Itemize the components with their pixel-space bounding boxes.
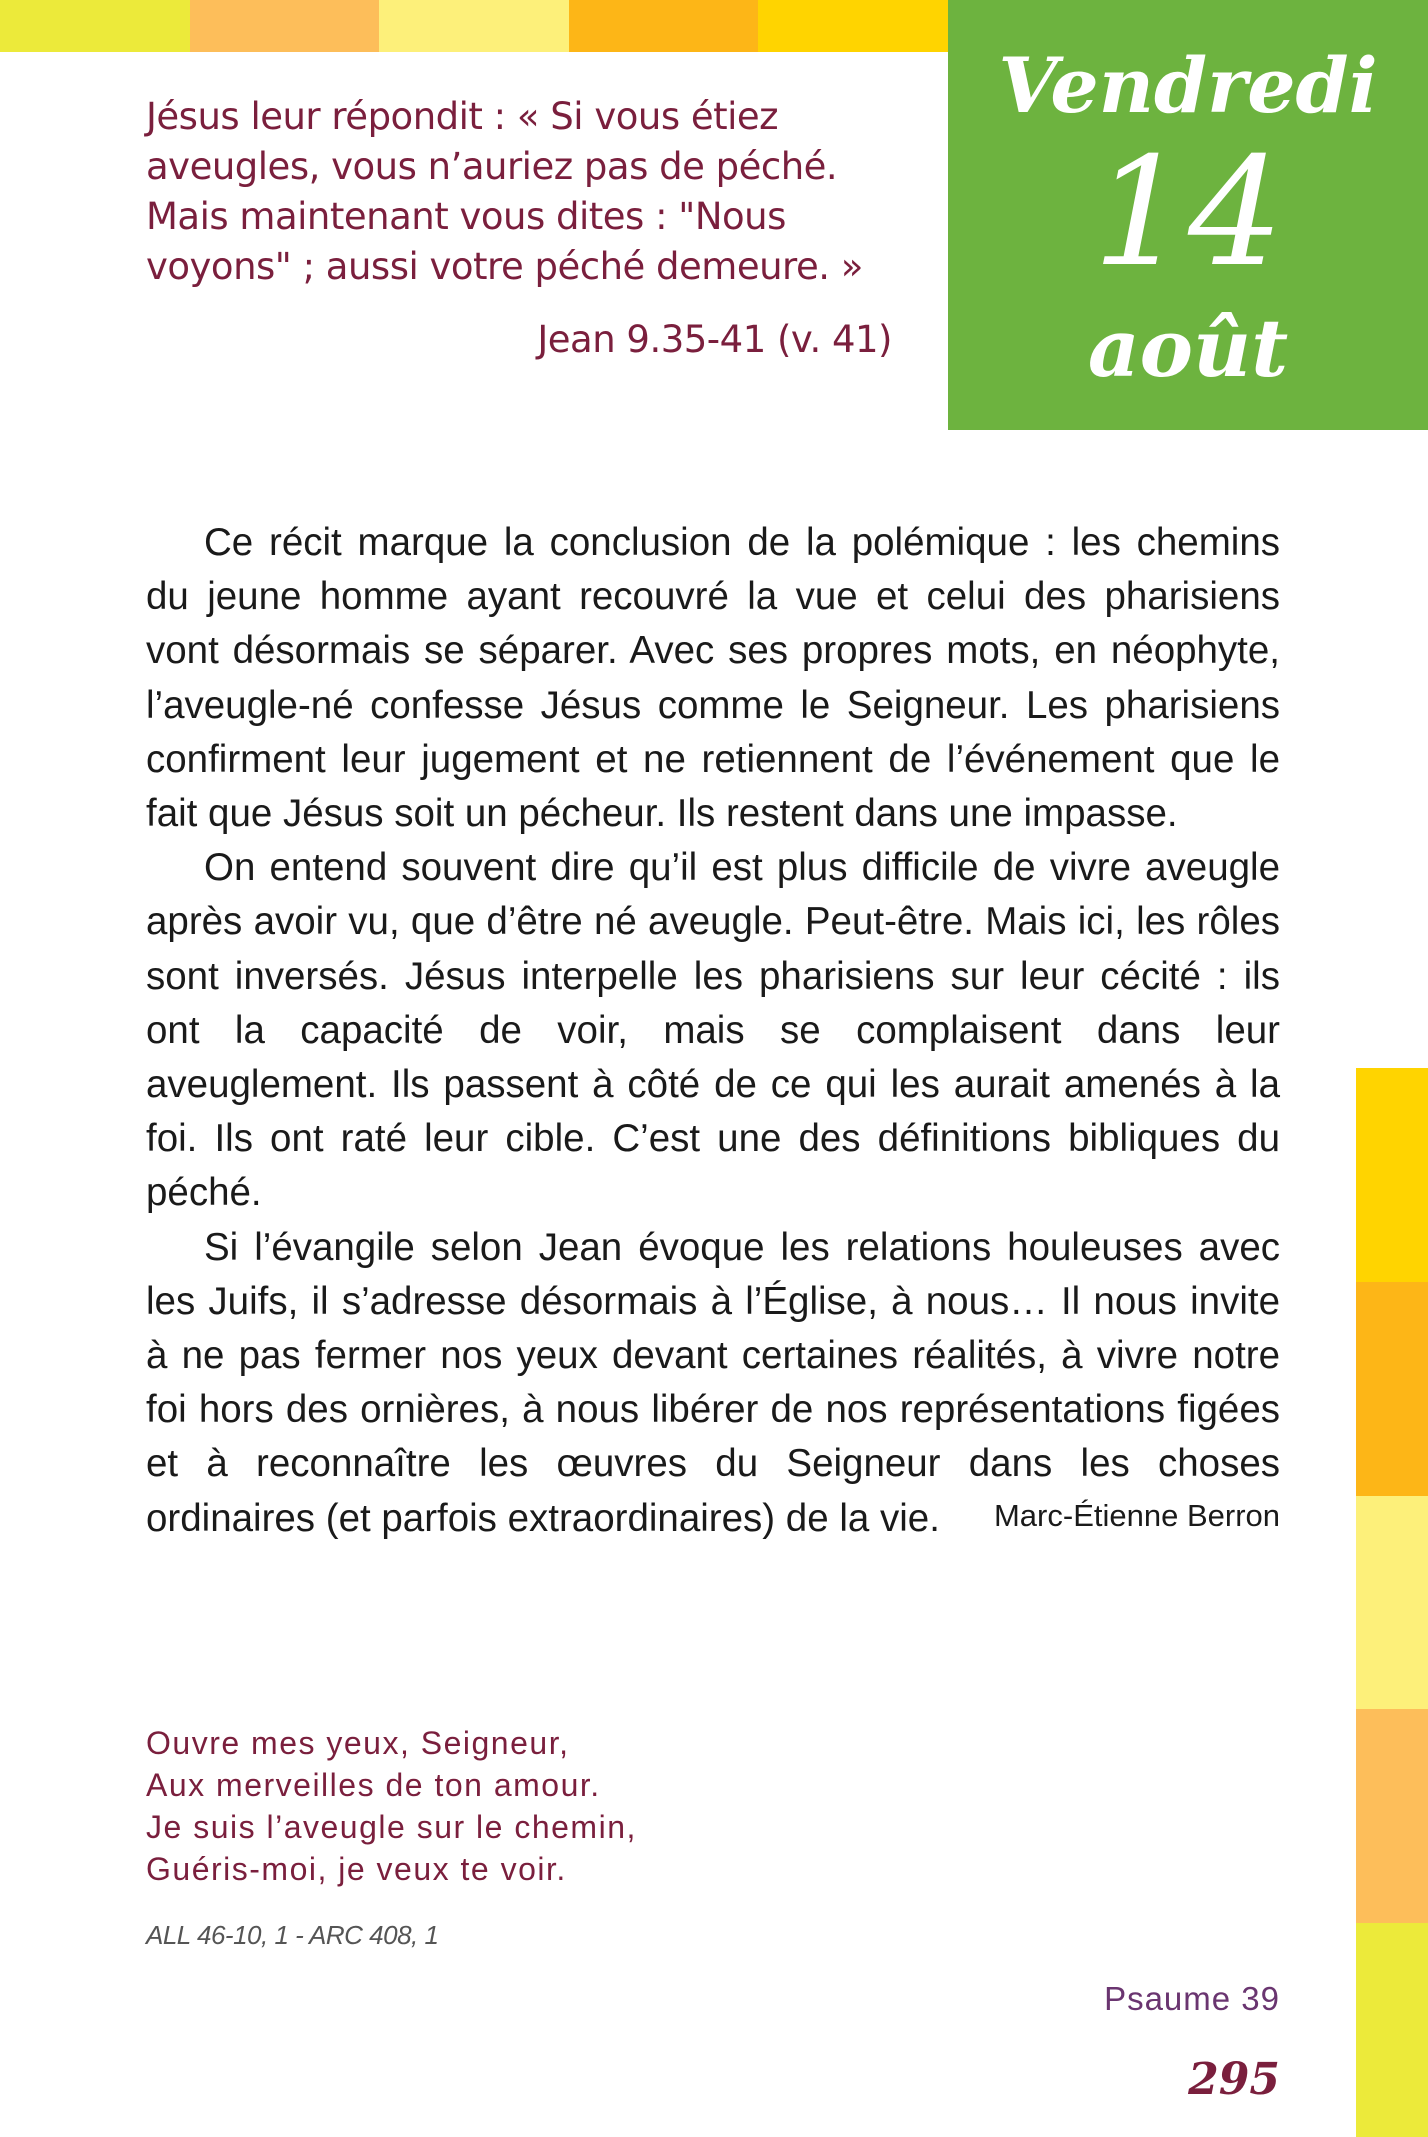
- paragraph: Si l’évangile selon Jean évoque les relations houleuses avec les Juifs, il s’adresse désormais à l’Église, à nous… Il nous invite à ne pas fermer nos yeux devant certaines réalités, à vivre notre foi hors des ornières, à nous libérer de nos représentations figées et à reconnaître les œuvres du Seigneur dans les choses ordinaires (et parfois extraordinaires) de la vie.: [146, 1225, 1280, 1540]
- prayer-line: Aux merveilles de ton amour.: [146, 1767, 601, 1803]
- side-strip-band-4: [1356, 1709, 1428, 1923]
- top-strip-band-3: [379, 0, 569, 52]
- date-box: [948, 0, 1428, 430]
- paragraph: Ce récit marque la conclusion de la polémique : les chemins du jeune homme ayant recouvré la vue et celui des pharisiens vont désormais se séparer. Avec ses propres mots, en néophyte, l’aveugle-né confesse Jésus comme le Seigneur. Les pharisiens confirment leur jugement et ne retiennent de l’événement que le fait que Jésus soit un pécheur. Ils restent dans une impasse.: [146, 521, 1280, 836]
- author-name: Marc-Étienne Berron: [993, 1498, 1280, 1533]
- psalm-reference: Psaume 39: [1104, 1980, 1280, 2017]
- side-strip-band-5: [1356, 1923, 1428, 2137]
- side-strip-band-1: [1356, 1068, 1428, 1282]
- side-strip-band-3: [1356, 1496, 1428, 1710]
- bible-verse: Jésus leur répondit : « Si vous étiez aveugles, vous n’auriez pas de péché. Mais maintenant vous dites : "Nous voyons" ; aussi votre péché demeure. »: [146, 95, 863, 288]
- top-strip-band-2: [190, 0, 380, 52]
- verse-reference: Jean 9.35-41 (v. 41): [537, 318, 892, 361]
- page-number: 295: [1188, 2054, 1280, 2105]
- date-day: 14: [1092, 126, 1284, 300]
- date-weekday: Vendredi: [998, 41, 1378, 130]
- top-color-strip: [0, 0, 948, 52]
- prayer: [146, 1722, 637, 1890]
- prayer-line: Ouvre mes yeux, Seigneur,: [146, 1725, 570, 1761]
- top-strip-band-5: [758, 0, 948, 52]
- paragraph: On entend souvent dire qu’il est plus difficile de vivre aveugle après avoir vu, que d’être né aveugle. Peut-être. Mais ici, les rôles sont inversés. Jésus interpelle les pharisiens sur leur cécité : ils ont la capacité de voir, mais se complaisent dans leur aveuglement. Ils passent à côté de ce qui les aurait amenés à la foi. Ils ont raté leur cible. C’est une des définitions bibliques du péché.: [146, 846, 1280, 1215]
- side-color-strip: [1356, 1068, 1428, 2137]
- top-strip-band-1: [0, 0, 190, 52]
- meditation-text: [146, 516, 1280, 1546]
- prayer-line: Je suis l’aveugle sur le chemin,: [146, 1809, 637, 1845]
- hymn-reference: ALL 46-10, 1 - ARC 408, 1: [146, 1920, 439, 1950]
- date-month: août: [1087, 301, 1289, 395]
- top-strip-band-4: [569, 0, 759, 52]
- side-strip-band-2: [1356, 1282, 1428, 1496]
- prayer-line: Guéris-moi, je veux te voir.: [146, 1851, 567, 1887]
